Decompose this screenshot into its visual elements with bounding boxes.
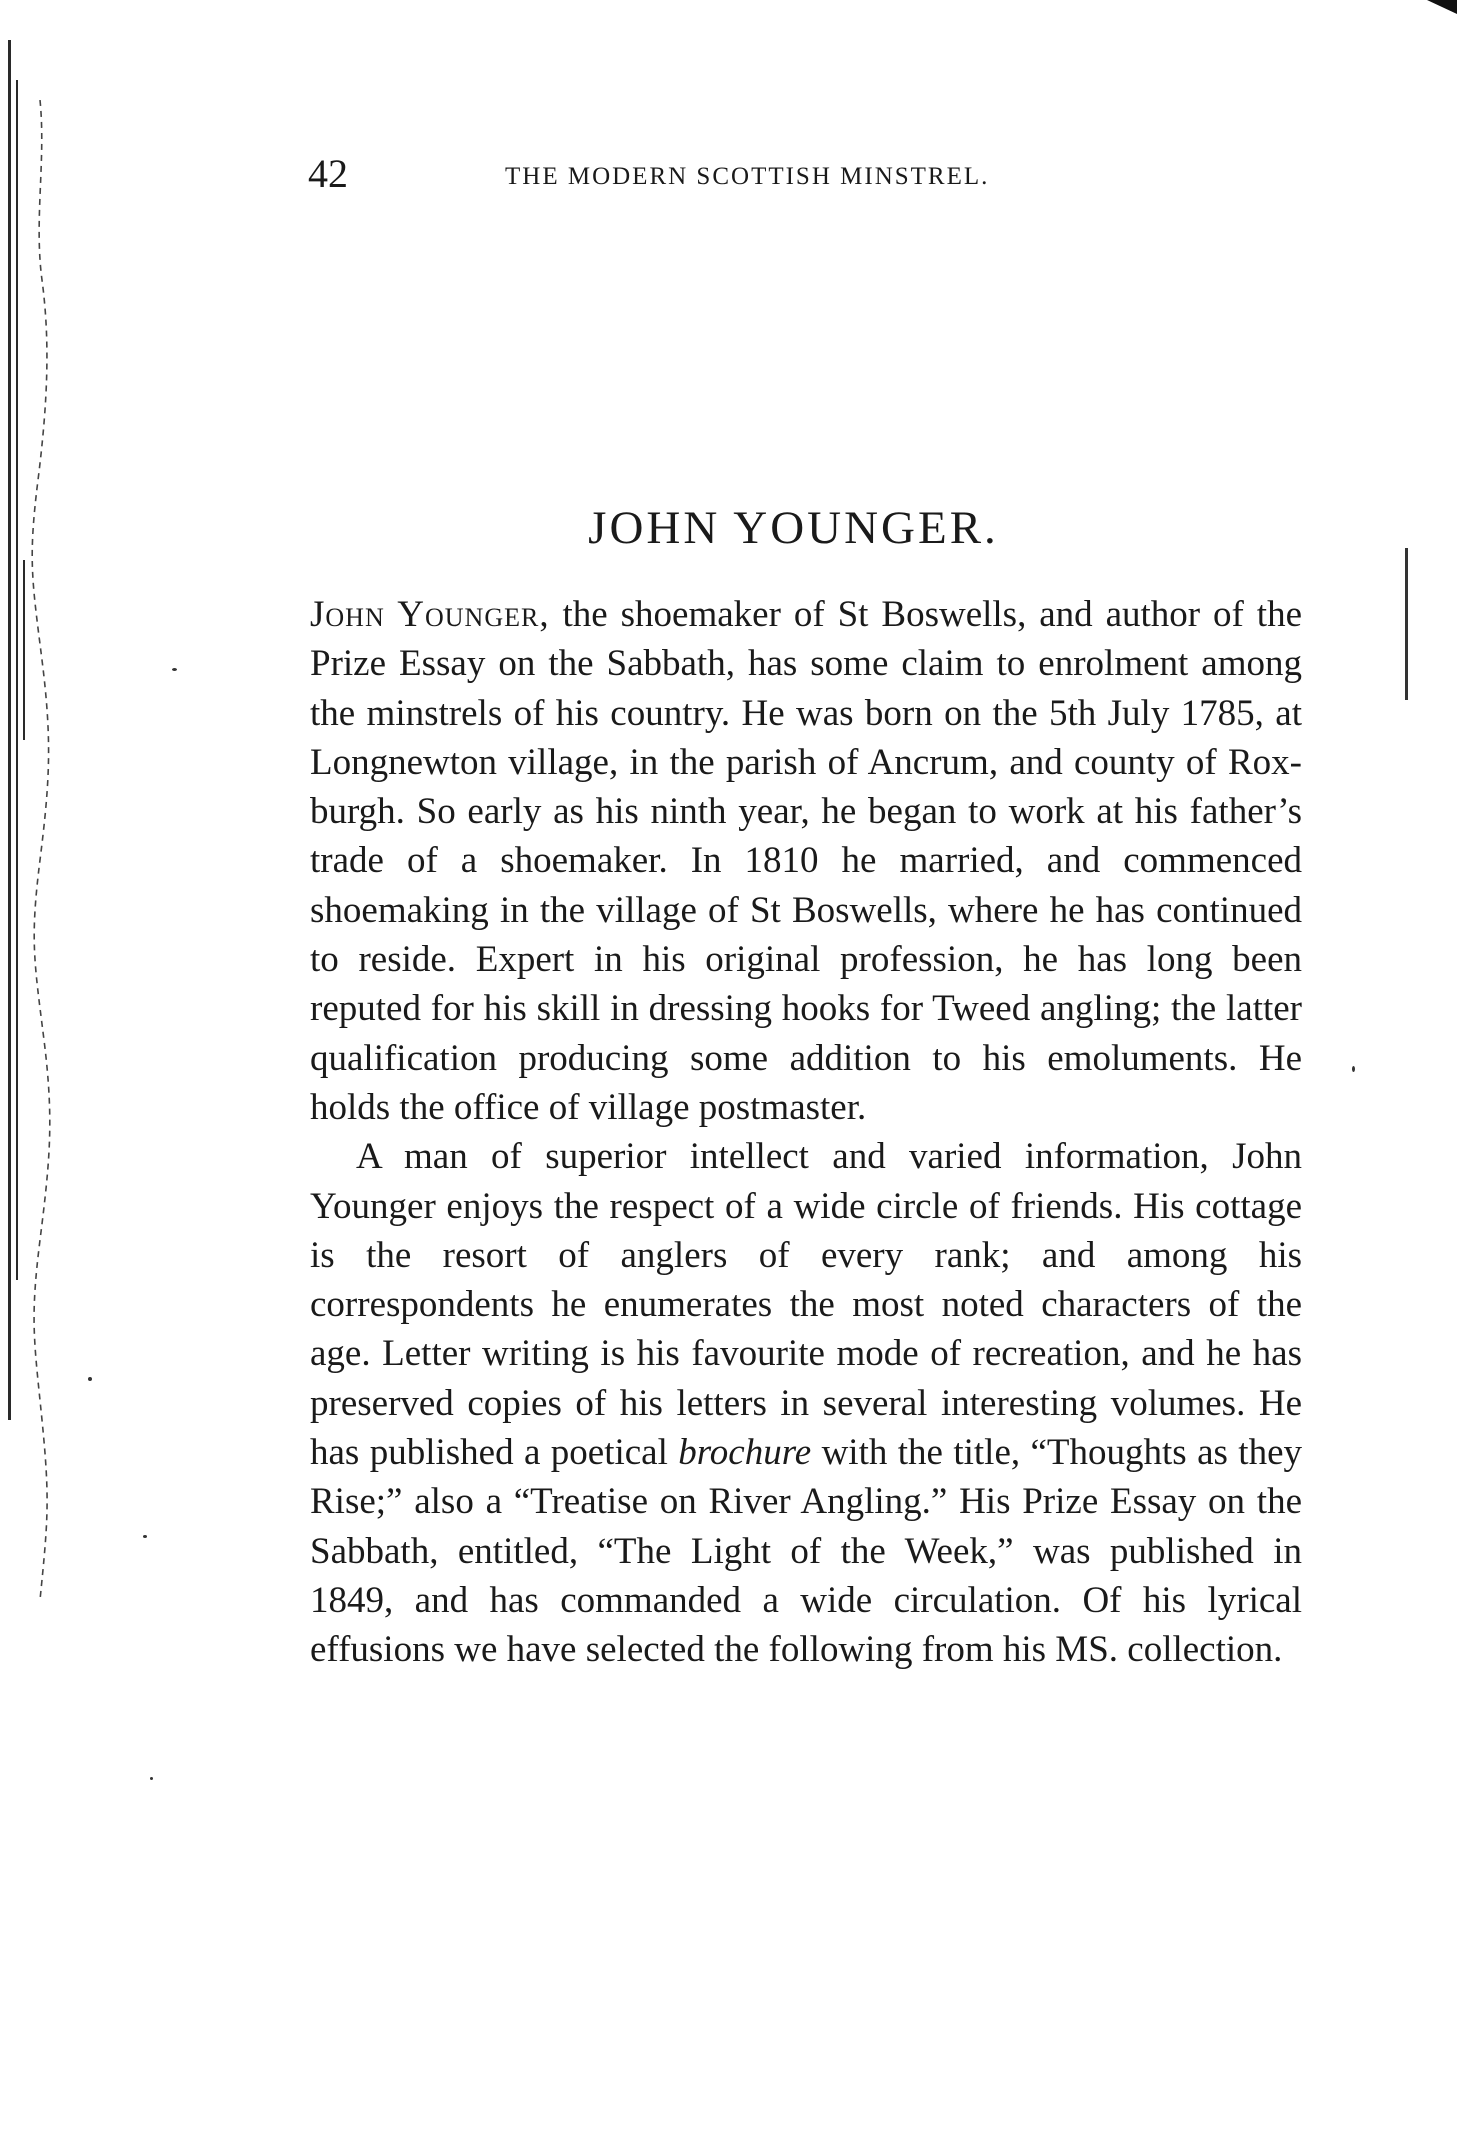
binding-line	[23, 560, 25, 740]
ink-speck	[88, 1377, 92, 1381]
ink-speck	[150, 1777, 153, 1780]
chapter-title: JOHN YOUNGER.	[588, 502, 999, 554]
running-title: THE MODERN SCOTTISH MINSTREL.	[505, 163, 990, 190]
running-head	[308, 150, 1108, 210]
binding-edge	[8, 40, 30, 1420]
paragraph-2	[310, 1132, 1302, 1674]
lead-name: John Younger,	[310, 594, 550, 635]
ink-speck	[1352, 1066, 1355, 1072]
paragraph-text: A man of superior intellect and varied information, John Younger enjoys the respect of a wide circle of friends. His cottage is the resort of anglers of every rank; and among his correspondents he enumerates the most noted characters of the age. Letter writing is his favourite mode of recreation, and he has preserved copies of his letters in several interesting volumes. He has published a poetical	[310, 1136, 1302, 1474]
italic-word: brochure	[678, 1432, 812, 1474]
ink-speck	[143, 1535, 147, 1538]
paragraph-text: with the title, “Thoughts as they Rise;” also a “Treatise on River Angling.” His Prize Essay on the Sabbath, entitled, “The Light of the Week,” was published in 1849, and has commanded a wide circulation. Of his lyrical effusions we have selected the following from his MS. collection.	[310, 1432, 1303, 1671]
binding-line	[16, 80, 18, 1280]
page-number: 42	[308, 151, 348, 196]
body-text	[310, 590, 1302, 1675]
binding-shadow	[28, 100, 58, 1600]
paragraph-text: the shoemaker of St Boswells, and author of the Prize Essay on the Sabbath, has some claim to enrolment among the minstrels of his country. He was born on the 5th July 1785, at Longnewton village, in the parish of Ancrum, and county of Roxburgh. So early as his ninth year, he began to work at his father’s trade of a shoemaker. In 1810 he married, and commenced shoemaking in the village of St Boswells, where he has continued to reside. Expert in his original profession, he has long been reputed for his skill in dressing hooks for Tweed angling; the latter qualification producing some addition to his emoluments. He holds the office of village postmaster.	[310, 594, 1303, 1128]
scan-edge-mark	[1405, 548, 1408, 700]
paragraph-1	[310, 590, 1302, 1132]
binding-line	[8, 40, 11, 1420]
ink-speck	[172, 668, 177, 671]
scan-corner-mark	[1427, 0, 1457, 14]
